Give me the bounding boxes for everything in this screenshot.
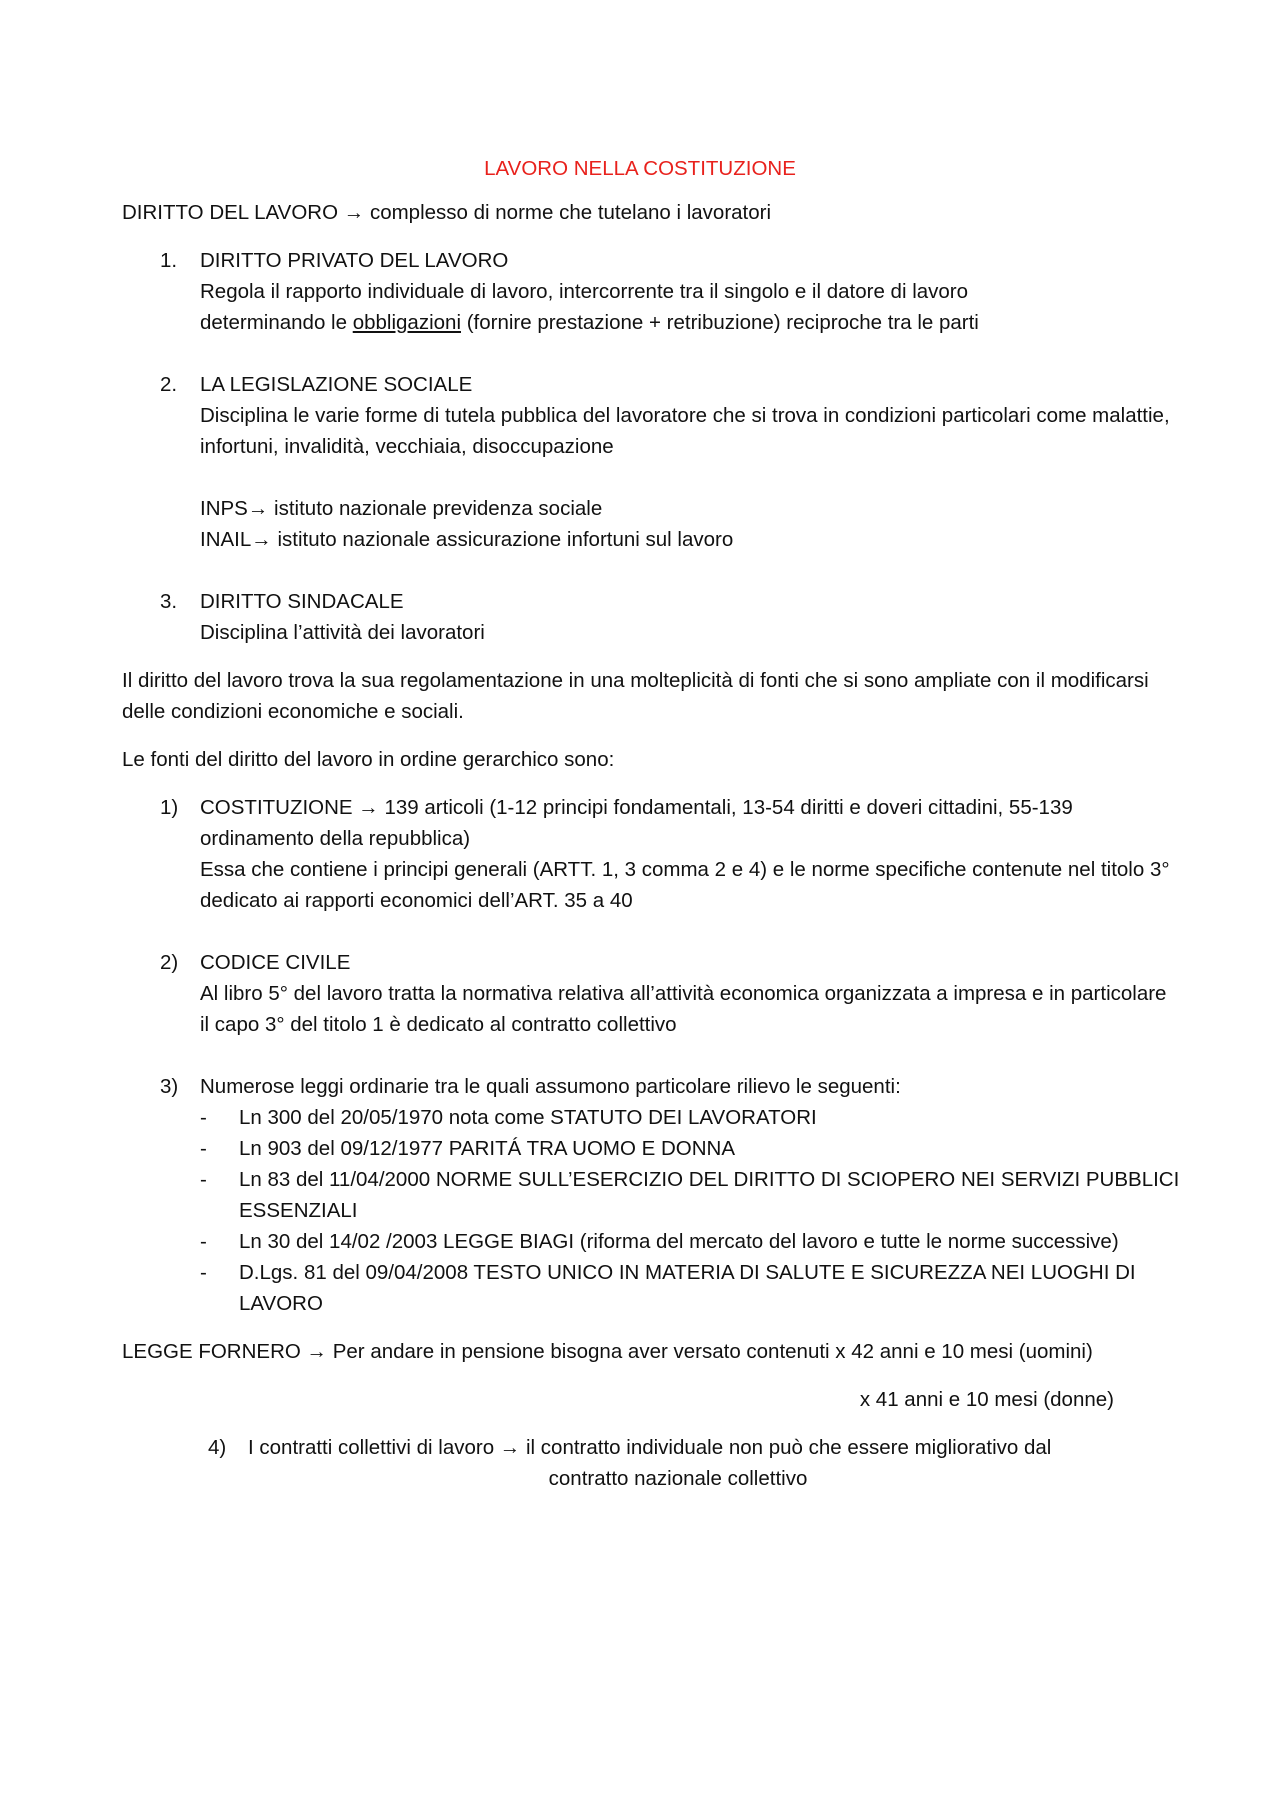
source-text: I contratti collettivi di lavoro → il contratto individuale non può che essere migliorativo dal bbox=[248, 1436, 1052, 1459]
source-number: 4) bbox=[208, 1436, 227, 1459]
source-number: 1) bbox=[160, 796, 179, 819]
list-item: - Ln 300 del 20/05/1970 nota come STATUTO DEI LAVORATORI bbox=[200, 1106, 817, 1129]
source-number: 3) bbox=[160, 1075, 179, 1098]
branch-heading: DIRITTO PRIVATO DEL LAVORO bbox=[200, 249, 509, 272]
sources-intro: Le fonti del diritto del lavoro in ordine gerarchico sono: bbox=[122, 748, 615, 771]
branch-heading: DIRITTO SINDACALE bbox=[200, 590, 404, 613]
source-text: Essa che contiene i principi generali (ARTT. 1, 3 comma 2 e 4) e le norme specifiche contenute nel titolo 3° dedicato ai rapporti economici dell’ART. 35 a 40 bbox=[200, 858, 1170, 912]
fornero-line: LEGGE FORNERO → Per andare in pensione bisogna aver versato contenuti x 42 anni e 10 mesi (uomini) bbox=[122, 1340, 1093, 1363]
branch-number: 1. bbox=[160, 249, 178, 272]
list-item: - D.Lgs. 81 del 09/04/2008 TESTO UNICO IN MATERIA DI SALUTE E SICUREZZA NEI LUOGHI DI LAVORO bbox=[200, 1261, 1136, 1315]
branch-item-2 bbox=[160, 369, 1180, 555]
source-item-1 bbox=[160, 792, 1180, 916]
inps-line: INPS→ istituto nazionale previdenza sociale bbox=[200, 497, 603, 520]
branch-heading: LA LEGISLAZIONE SOCIALE bbox=[200, 373, 473, 396]
source-heading: Numerose leggi ordinarie tra le quali assumono particolare rilievo le seguenti: bbox=[200, 1075, 901, 1098]
laws-list bbox=[200, 1102, 1180, 1319]
branch-text: Disciplina l’attività dei lavoratori bbox=[200, 621, 485, 644]
source-text-continued: contratto nazionale collettivo bbox=[548, 1467, 808, 1490]
source-text: Al libro 5° del lavoro tratta la normativa relativa all’attività economica organizzata a impresa e in particolare il capo 3° del titolo 1 è dedicato al contratto collettivo bbox=[200, 982, 1167, 1036]
branch-text: Disciplina le varie forme di tutela pubblica del lavoratore che si trova in condizioni particolari come malattie, infortuni, invalidità, vecchiaia, disoccupazione bbox=[200, 404, 1170, 458]
list-item: - Ln 30 del 14/02 /2003 LEGGE BIAGI (riforma del mercato del lavoro e tutte le norme successive) bbox=[200, 1230, 1119, 1253]
source-number: 2) bbox=[160, 951, 179, 974]
source-text: COSTITUZIONE → 139 articoli (1-12 principi fondamentali, 13-54 diritti e doveri cittadini, 55-139 ordinamento della repubblica) bbox=[200, 796, 1073, 850]
list-item: - Ln 83 del 11/04/2000 NORME SULL’ESERCIZIO DEL DIRITTO DI SCIOPERO NEI SERVIZI PUBBLICI ESSENZIALI bbox=[200, 1168, 1180, 1222]
branch-number: 3. bbox=[160, 590, 178, 613]
list-item: - Ln 903 del 09/12/1977 PARITÁ TRA UOMO E DONNA bbox=[200, 1137, 736, 1160]
inail-line: INAIL→ istituto nazionale assicurazione infortuni sul lavoro bbox=[200, 528, 734, 551]
source-item-2 bbox=[160, 947, 1180, 1040]
branch-number: 2. bbox=[160, 373, 178, 396]
source-heading: CODICE CIVILE bbox=[200, 951, 351, 974]
sources-paragraph: Il diritto del lavoro trova la sua regolamentazione in una molteplicità di fonti che si sono ampliate con il modificarsi delle condizioni economiche e sociali. bbox=[122, 669, 1149, 723]
branch-item-1 bbox=[160, 245, 1180, 338]
source-item-3 bbox=[160, 1071, 1180, 1319]
underlined-term: obbligazioni bbox=[352, 311, 461, 334]
branch-item-3 bbox=[160, 586, 1180, 648]
branch-text-line: determinando le obbligazioni (fornire prestazione + retribuzione) reciproche tra le parti bbox=[200, 311, 979, 334]
source-item-4 bbox=[208, 1432, 1118, 1494]
branch-text-line: Regola il rapporto individuale di lavoro, intercorrente tra il singolo e il datore di lavoro bbox=[200, 280, 969, 303]
fornero-line-women: x 41 anni e 10 mesi (donne) bbox=[859, 1388, 1114, 1411]
document-title: LAVORO NELLA COSTITUZIONE bbox=[484, 157, 796, 180]
intro-paragraph: DIRITTO DEL LAVORO → complesso di norme che tutelano i lavoratori bbox=[122, 201, 772, 224]
